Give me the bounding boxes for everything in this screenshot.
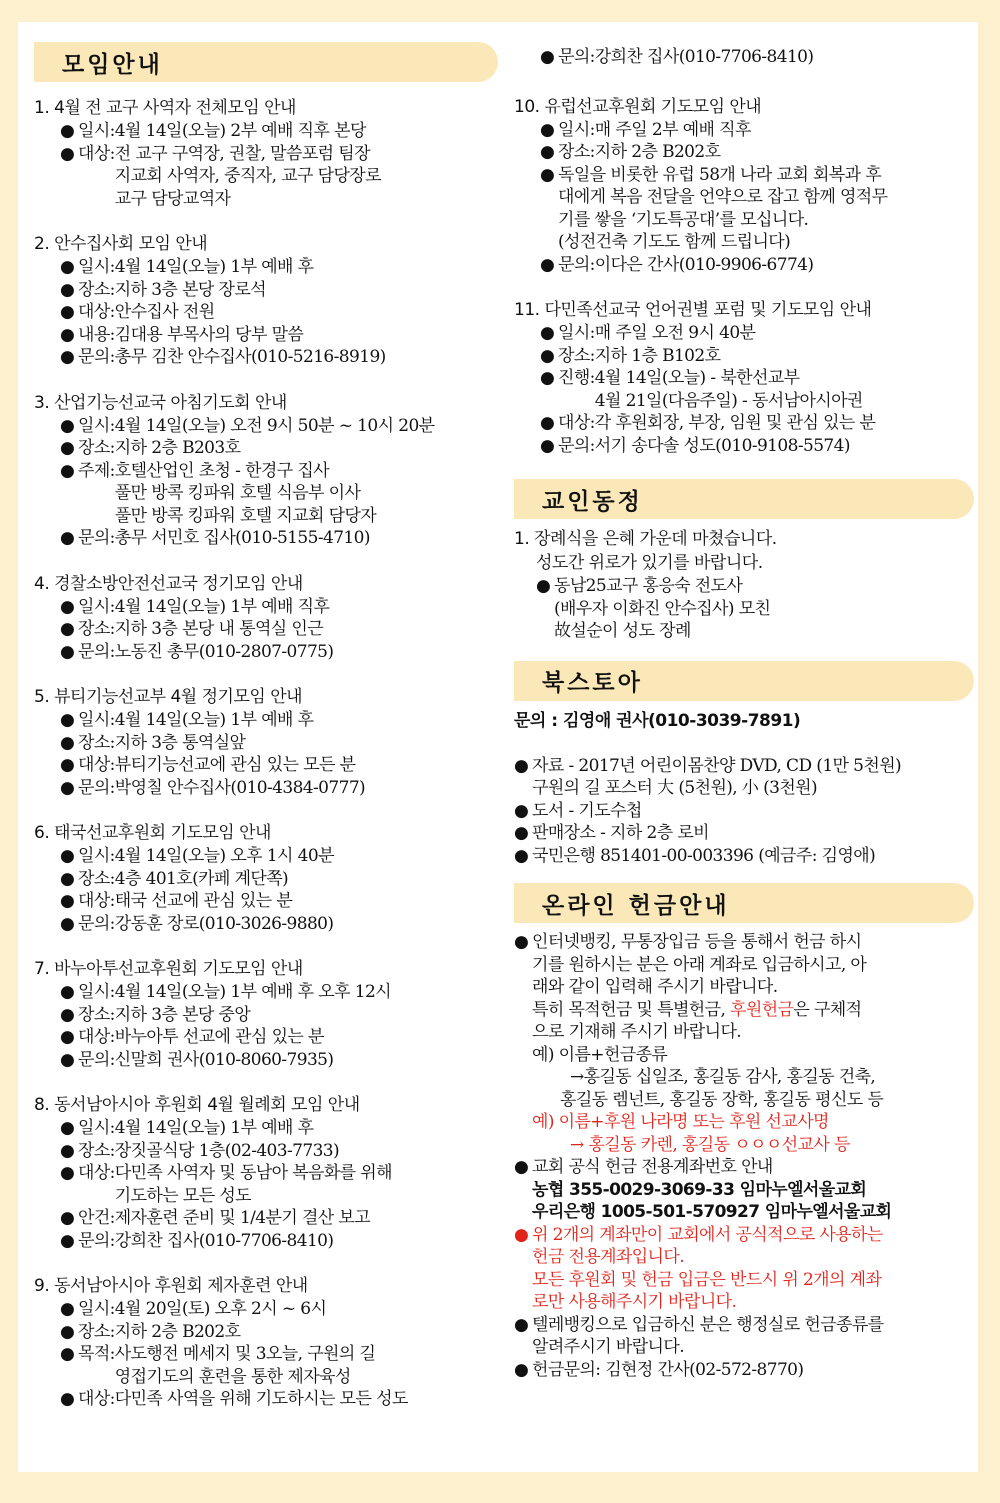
bullet-icon: ● — [60, 438, 75, 458]
example-1: 예) 이름+헌금종류 — [532, 1044, 668, 1065]
info-item — [514, 345, 974, 368]
meeting-title: 8. 동서남아시아 후원회 4월 월례회 모임 안내 — [34, 1095, 360, 1115]
info-item — [514, 164, 974, 254]
info-item — [514, 322, 974, 345]
item-label: 대상: — [558, 413, 595, 433]
info-item — [34, 346, 498, 369]
item-label: 대상: — [78, 755, 115, 775]
offering-contact: ● 헌금문의: 김현정 간사(02-572-8770) — [514, 1359, 804, 1380]
example-1-detail: →홍길동 십일조, 홍길동 감사, 홍길동 건축, 홍길동 렘넌트, 홍길동 장학, 홍길동 평신도 등 — [560, 1067, 884, 1110]
telebanking-note: ● 텔레뱅킹으로 입금하신 분은 행정실로 헌금종류를 알려주시기 바랍니다. — [514, 1314, 884, 1357]
item-label: 문의: — [558, 254, 595, 275]
item-value: 4월 14일(오늘) 1부 예배 후 — [114, 710, 314, 730]
account-woori: 우리은행 1005-501-570927 임마누엘서울교회 — [532, 1202, 892, 1222]
bullet-icon: ● — [540, 413, 555, 433]
bullet-icon: ● — [540, 323, 555, 343]
info-item — [34, 709, 498, 732]
example-2-detail: → 홍길동 카렌, 홍길동 ㅇㅇㅇ선교사 등 — [570, 1134, 850, 1155]
bullet-icon: ● — [536, 576, 551, 596]
item-value: 각 후원회장, 부장, 임원 및 관심 있는 분 — [594, 413, 876, 433]
info-item — [34, 754, 498, 777]
item-label: 대상: — [78, 1389, 115, 1409]
info-item — [34, 1162, 498, 1207]
bullet-icon: ● — [60, 619, 75, 639]
item-label: 대상: — [78, 1027, 115, 1047]
bullet-icon: ● — [60, 732, 75, 753]
info-item — [34, 437, 498, 460]
news-block — [514, 527, 974, 643]
item-label: 장소: — [78, 1004, 115, 1025]
item-value: 4월 14일(오늘) 오후 1시 40분 — [114, 846, 334, 866]
info-item — [34, 1049, 498, 1072]
item-label: 장소: — [78, 732, 115, 753]
info-item — [34, 890, 498, 913]
bullet-icon: ● — [514, 755, 529, 776]
bullet-icon: ● — [540, 435, 555, 456]
bullet-icon: ● — [514, 823, 529, 843]
bookstore-contact: 문의 : 김영애 권사(010-3039-7891) — [514, 710, 801, 731]
news-title-2: 성도간 위로가 있기를 바랍니다. — [536, 553, 763, 573]
bookstore-list — [514, 755, 974, 868]
item-value: 지하 3층 본당 내 통역실 인근 — [114, 619, 324, 639]
item-value: 강동훈 장로(010-3026-9880) — [114, 913, 334, 934]
item-value: 지하 2층 B203호 — [114, 438, 241, 458]
bullet-icon: ● — [60, 755, 75, 775]
item-value: 사도행전 메세지 및 3오늘, 구원의 길 영접기도의 훈련을 통한 제자육성 — [114, 1344, 376, 1387]
bullet-icon: ● — [60, 710, 75, 730]
item-value: 태국 선교에 관심 있는 분 — [114, 891, 293, 911]
bullet-icon: ● — [60, 121, 75, 141]
meeting-title: 11. 다민족선교국 언어권별 포럼 및 기도모임 안내 — [514, 300, 872, 320]
item-value: 매 주일 오전 9시 40분 — [594, 323, 756, 343]
bullet-icon: ● — [540, 47, 555, 67]
item-label: 문의: — [78, 1049, 115, 1070]
info-item — [34, 732, 498, 755]
item-label: 문의: — [558, 47, 595, 67]
item-value: 제자훈련 준비 및 1/4분기 결산 보고 — [114, 1208, 371, 1228]
info-item — [34, 1343, 498, 1388]
info-item — [514, 367, 974, 412]
bullet-icon: ● — [540, 142, 555, 162]
item-value: 4층 401호(카페 계단쪽) — [114, 868, 289, 889]
info-item — [34, 460, 498, 528]
info-item — [34, 1117, 498, 1140]
item-value: 4월 14일(오늘) 1부 예배 후 — [114, 257, 314, 277]
item-value: 4월 14일(오늘) 2부 예배 직후 본당 — [114, 121, 366, 141]
item-value: 강희찬 집사(010-7706-8410) — [114, 1230, 334, 1251]
info-item — [34, 324, 498, 347]
bullet-icon: ● — [60, 1027, 75, 1047]
item-label: 일시: — [558, 323, 595, 343]
info-item — [34, 1140, 498, 1163]
bullet-icon: ● — [514, 845, 529, 866]
bullet-icon: ● — [60, 528, 75, 548]
item-label: 대상: — [78, 143, 115, 164]
info-item — [514, 141, 974, 164]
item-label: 일시: — [78, 846, 115, 866]
info-item — [514, 46, 974, 69]
section-header-bookstore: 북스토아 — [514, 661, 974, 701]
item-label: 대상: — [78, 1163, 115, 1183]
bullet-icon: ● — [60, 1389, 75, 1409]
meeting-section — [34, 957, 498, 1071]
info-item — [514, 119, 974, 142]
meeting-section — [34, 1093, 498, 1252]
bullet-icon: ● — [60, 777, 75, 798]
item-value: 장짓골식당 1층(02-403-7733) — [114, 1140, 340, 1161]
meeting-section — [34, 96, 498, 210]
bullet-icon: ● — [60, 347, 75, 367]
online-offering-block — [514, 931, 974, 1381]
item-label: 장소: — [558, 345, 595, 366]
info-item — [514, 254, 974, 277]
bookstore-item: ● 도서 - 기도수첩 — [514, 800, 642, 821]
item-label: 장소: — [78, 1140, 115, 1161]
item-label: 진행: — [558, 368, 595, 388]
info-item — [34, 1388, 498, 1411]
bullet-icon: ● — [540, 254, 555, 275]
bullet-icon: ● — [60, 1321, 75, 1342]
meeting-title: 4. 경찰소방안전선교국 정기모임 안내 — [34, 573, 303, 594]
meeting-section — [514, 298, 974, 457]
item-label: 장소: — [78, 868, 115, 889]
item-value: 지하 3층 통역실앞 — [114, 732, 246, 753]
info-item — [34, 1026, 498, 1049]
bullet-icon: ● — [514, 800, 529, 821]
item-label: 문의: — [78, 528, 115, 548]
item-value: 총무 김찬 안수집사(010-5216-8919) — [114, 347, 386, 367]
item-label: 문의: — [78, 777, 115, 798]
info-item — [34, 279, 498, 302]
item-value: 4월 14일(오늘) - 북한선교부 4월 21일(다음주일) - 동서남아시아권 — [594, 368, 863, 411]
item-value: 지하 2층 B202호 — [594, 142, 721, 162]
bullet-icon: ● — [60, 257, 75, 277]
item-value: 김대용 부목사의 당부 말씀 — [114, 324, 304, 345]
meeting-title: 9. 동서남아시아 후원회 제자훈련 안내 — [34, 1276, 308, 1296]
account-info: ● 교회 공식 헌금 전용계좌번호 안내 — [514, 1157, 773, 1177]
meeting-list-continued — [514, 95, 974, 458]
bulletin-page — [18, 22, 978, 1472]
meeting-section — [34, 1274, 498, 1411]
meeting-title: 7. 바누아투선교후원회 기도모임 안내 — [34, 959, 303, 979]
bullet-icon: ● — [60, 1230, 75, 1251]
bullet-icon: ● — [60, 1140, 75, 1161]
continued-item — [514, 46, 974, 69]
item-value: 4월 14일(오늘) 오전 9시 50분 ~ 10시 20분 — [114, 415, 435, 436]
item-value: 지하 2층 B202호 — [114, 1321, 241, 1342]
bullet-icon: ● — [60, 596, 75, 617]
meeting-title: 5. 뷰티기능선교부 4월 정기모임 안내 — [34, 687, 303, 707]
bullet-icon: ● — [60, 302, 75, 322]
item-value: 박영칠 안수집사(010-4384-0777) — [114, 777, 366, 798]
item-label: 일시: — [78, 596, 115, 617]
item-label: 일시: — [78, 982, 115, 1002]
info-item — [514, 412, 974, 435]
info-item — [34, 981, 498, 1004]
item-value: 뷰티기능선교에 관심 있는 모든 분 — [114, 755, 356, 775]
bullet-icon: ● — [60, 143, 75, 164]
item-label: 일시: — [558, 119, 595, 140]
bullet-icon: ● — [60, 913, 75, 934]
news-item: ● 동남25교구 홍응숙 전도사 (배우자 이화진 안수집사) 모친 故설순이 성도 장례 — [536, 576, 771, 641]
bullet-icon: ● — [60, 1118, 75, 1138]
item-label: 장소: — [78, 1321, 115, 1342]
bullet-icon: ● — [514, 1224, 529, 1245]
bullet-icon: ● — [60, 279, 75, 300]
item-value: 다민족 사역자 및 동남아 복음화를 위해 기도하는 모든 성도 — [114, 1163, 392, 1206]
info-item — [34, 913, 498, 936]
bullet-icon: ● — [60, 460, 75, 481]
bullet-icon: ● — [514, 1314, 529, 1335]
bullet-icon: ● — [60, 982, 75, 1002]
bullet-icon: ● — [540, 345, 555, 366]
info-item — [34, 777, 498, 800]
item-value: 4월 14일(오늘) 1부 예배 후 오후 12시 — [114, 982, 392, 1002]
meeting-section — [34, 391, 498, 550]
item-value: 4월 14일(오늘) 1부 예배 직후 — [114, 596, 330, 617]
section-header-online-offering: 온라인 헌금안내 — [514, 883, 974, 923]
item-label: 안건: — [78, 1208, 115, 1228]
bullet-icon: ● — [540, 119, 555, 140]
info-item — [34, 868, 498, 891]
news-title-1: 1. 장례식을 은혜 가운데 마쳤습니다. — [514, 529, 777, 549]
item-value: 서기 송다솔 성도(010-9108-5574) — [594, 435, 850, 456]
meeting-title: 2. 안수집사회 모임 안내 — [34, 234, 208, 254]
info-item — [34, 596, 498, 619]
item-value: 독일을 비롯한 유럽 58개 나라 교회 회복과 후 대에게 복음 전달을 언약으로 잡고 함께 영적무 기를 쌓을 ‘기도특공대’를 모십니다. (성전건축 기도도 함께 드립니다) — [558, 164, 888, 252]
item-label: 문의: — [78, 347, 115, 367]
info-item — [34, 120, 498, 143]
item-label: 장소: — [78, 279, 115, 300]
bullet-icon: ● — [540, 164, 555, 185]
bookstore-item: ● 판매장소 - 지하 2층 로비 — [514, 823, 709, 843]
meeting-title: 3. 산업기능선교국 아침기도회 안내 — [34, 392, 287, 413]
bullet-icon: ● — [60, 891, 75, 911]
item-label: 장소: — [78, 438, 115, 458]
item-value: 호텔산업인 초청 - 한경구 집사 풀만 방콕 킹파워 호텔 식음부 이사 풀만 방콕 킹파워 호텔 지교회 담당자 — [114, 460, 377, 526]
left-column — [34, 22, 498, 1433]
item-label: 대상: — [78, 302, 115, 322]
item-value: 매 주일 2부 예배 직후 — [594, 119, 751, 140]
item-value: 지하 1층 B102호 — [594, 345, 721, 366]
bullet-icon: ● — [60, 1208, 75, 1228]
item-label: 내용: — [78, 324, 115, 345]
bullet-icon: ● — [60, 641, 75, 662]
bullet-icon: ● — [60, 415, 75, 436]
bullet-icon: ● — [60, 846, 75, 866]
info-item — [34, 256, 498, 279]
info-item — [514, 435, 974, 458]
info-item — [34, 143, 498, 211]
item-label: 일시: — [78, 415, 115, 436]
item-label: 문의: — [78, 913, 115, 934]
bookstore-item: ● 자료 - 2017년 어린이몸찬양 DVD, CD (1만 5천원) 구원의 길 포스터 大 (5천원), 小 (3천원) — [514, 755, 902, 798]
info-item — [34, 1230, 498, 1253]
info-item — [34, 527, 498, 550]
example-2: 예) 이름+후원 나라명 또는 후원 선교사명 — [532, 1112, 829, 1132]
item-label: 문의: — [78, 641, 115, 662]
bullet-icon: ● — [514, 1157, 529, 1177]
item-label: 일시: — [78, 1118, 115, 1138]
item-label: 일시: — [78, 1299, 115, 1319]
info-item — [34, 415, 498, 438]
bullet-icon: ● — [60, 1049, 75, 1070]
bullet-icon: ● — [514, 932, 529, 952]
section-header-meetings: 모임안내 — [34, 42, 498, 82]
meeting-section — [34, 572, 498, 664]
meeting-section — [514, 95, 974, 277]
bullet-icon: ● — [60, 1299, 75, 1319]
item-label: 문의: — [558, 435, 595, 456]
item-label: 대상: — [78, 891, 115, 911]
bullet-icon: ● — [540, 368, 555, 388]
item-value: 바누아투 선교에 관심 있는 분 — [114, 1027, 324, 1047]
item-label: 문의: — [78, 1230, 115, 1251]
item-value: 안수집사 전원 — [114, 302, 215, 322]
info-item — [34, 845, 498, 868]
info-item — [34, 641, 498, 664]
item-value: 전 교구 구역장, 권찰, 말씀포럼 팀장 지교회 사역자, 중직자, 교구 담당장로 교구 담당교역자 — [114, 143, 381, 209]
item-label: 일시: — [78, 257, 115, 277]
item-value: 지하 3층 본당 장로석 — [114, 279, 266, 300]
item-value: 강희찬 집사(010-7706-8410) — [594, 47, 814, 67]
bookstore-item: ● 국민은행 851401-00-003396 (예금주: 김영애) — [514, 845, 876, 866]
info-item — [34, 618, 498, 641]
item-label: 일시: — [78, 121, 115, 141]
meeting-section — [34, 685, 498, 799]
meeting-title: 1. 4월 전 교구 사역자 전체모임 안내 — [34, 98, 296, 118]
meeting-title: 10. 유럽선교후원회 기도모임 안내 — [514, 96, 762, 117]
item-label: 장소: — [558, 142, 595, 162]
account-nh: 농협 355-0029-3069-33 임마누엘서울교회 — [532, 1179, 867, 1200]
bullet-icon: ● — [60, 1004, 75, 1025]
bullet-icon: ● — [60, 324, 75, 345]
item-value: 총무 서민호 집사(010-5155-4710) — [114, 528, 370, 548]
item-label: 일시: — [78, 710, 115, 730]
item-value: 지하 3층 본당 중앙 — [114, 1004, 251, 1025]
item-value: 4월 20일(토) 오후 2시 ~ 6시 — [114, 1299, 327, 1319]
meeting-section — [34, 232, 498, 369]
info-item — [34, 301, 498, 324]
item-value: 노동진 총무(010-2807-0775) — [114, 641, 334, 662]
warning-note: ● 위 2개의 계좌만이 교회에서 공식적으로 사용하는 헌금 전용계좌입니다. 모든 후원회 및 헌금 입금은 반드시 위 2개의 계좌 로만 사용해주시기 바랍니다. — [514, 1224, 883, 1312]
meeting-title: 6. 태국선교후원회 기도모임 안내 — [34, 823, 271, 843]
bullet-icon: ● — [60, 1163, 75, 1183]
info-item — [34, 1321, 498, 1344]
meeting-list — [34, 96, 498, 1411]
info-item — [34, 1298, 498, 1321]
meeting-section — [34, 821, 498, 935]
item-value: 4월 14일(오늘) 1부 예배 후 — [114, 1118, 314, 1138]
right-column — [514, 22, 974, 1381]
bullet-icon: ● — [60, 1344, 75, 1364]
bullet-icon: ● — [514, 1359, 529, 1380]
item-value: 이다은 간사(010-9906-6774) — [594, 254, 814, 275]
info-item — [34, 1207, 498, 1230]
item-label: 장소: — [78, 619, 115, 639]
item-label: 주제: — [78, 460, 115, 481]
item-value: 다민족 사역을 위해 기도하시는 모든 성도 — [114, 1389, 408, 1409]
bullet-icon: ● — [60, 868, 75, 889]
online-intro: ● 인터넷뱅킹, 무통장입금 등을 통해서 헌금 하시 기를 원하시는 분은 아래 계좌로 입금하시고, 아 래와 같이 입력해 주시기 바랍니다. 특히 목적헌금 및 특별헌금, 후원헌금은 구체적 으로 기재해 주시기 바랍니다. — [514, 932, 867, 1042]
item-label: 목적: — [78, 1344, 115, 1364]
section-header-news: 교인동정 — [514, 479, 974, 519]
item-value: 신말희 권사(010-8060-7935) — [114, 1049, 334, 1070]
info-item — [34, 1004, 498, 1027]
